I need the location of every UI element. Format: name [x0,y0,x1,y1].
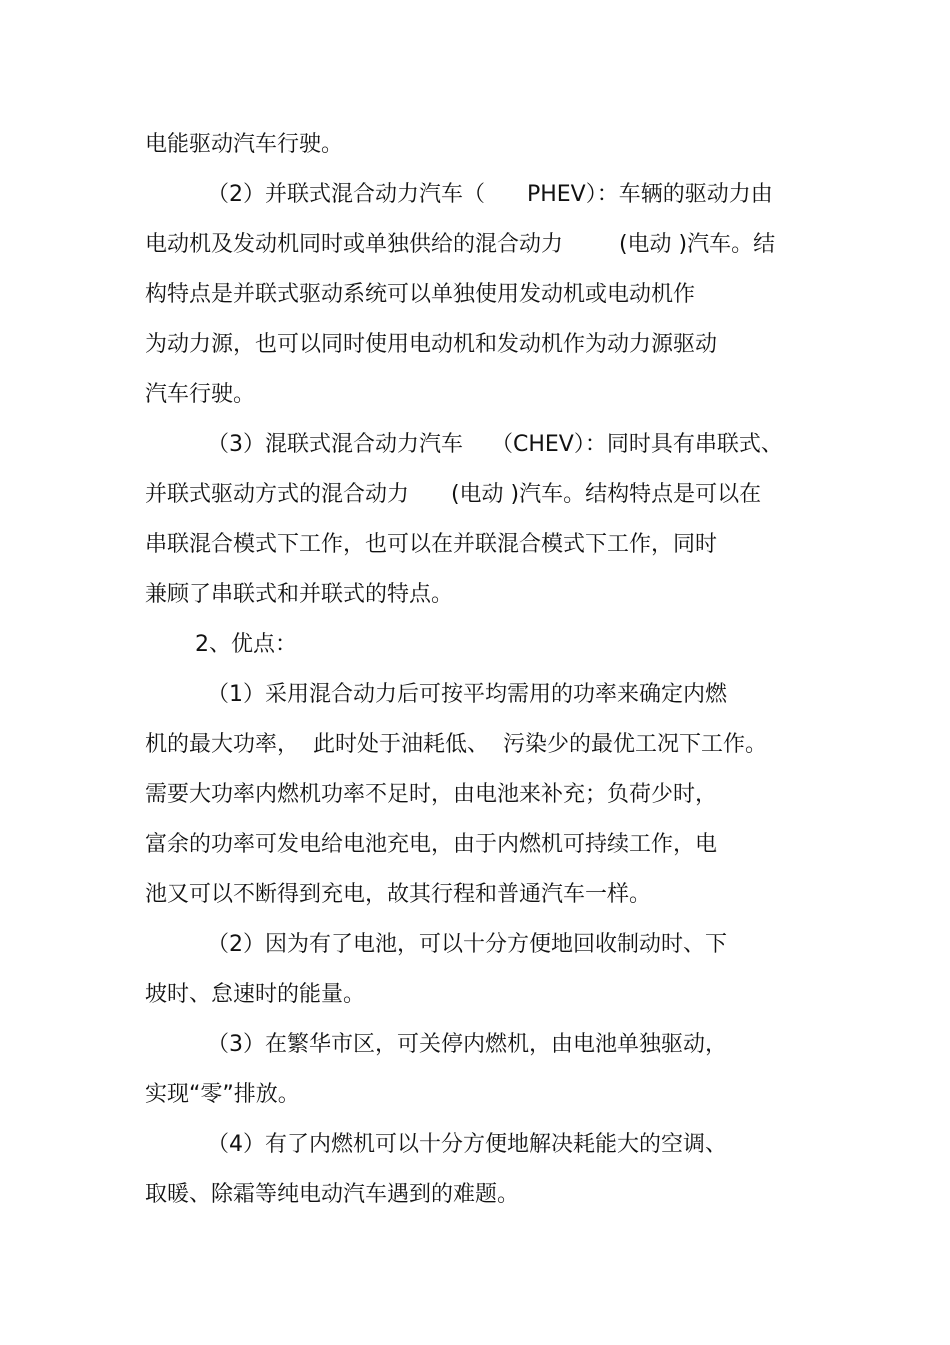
text-line-21: （4）有了内燃机可以十分方便地解决耗能大的空调、 [207,1132,727,1157]
text-line-19: （3）在繁华市区，可关停内燃机，由电池单独驱动， [207,1032,727,1057]
text-line-14: 需要大功率内燃机功率不足时，由电池来补充；负荷少时， [145,782,718,807]
text-line-16: 池又可以不断得到充电，故其行程和普通汽车一样。 [145,882,652,907]
text-line-18: 坡时、怠速时的能量。 [145,982,366,1007]
text-line-13: 机的最大功率， 此时处于油耗低、 污染少的最优工况下工作。 [145,732,767,757]
text-line-12: （1）采用混合动力后可按平均需用的功率来确定内燃 [207,682,727,707]
text-line-9: 串联混合模式下工作，也可以在并联混合模式下工作，同时 [145,532,718,557]
text-line-4: 构特点是并联式驱动系统可以单独使用发动机或电动机作 [145,282,696,307]
text-line-3: 电动机及发动机同时或单独供给的混合动力 (电动 )汽车。结 [145,232,776,257]
text-line-20: 实现“零”排放。 [145,1082,300,1107]
text-line-2: （2）并联式混合动力汽车（ PHEV）：车辆的驱动力由 [207,182,773,207]
text-line-15: 富余的功率可发电给电池充电，由于内燃机可持续工作，电 [145,832,718,857]
text-line-7: （3）混联式混合动力汽车 （CHEV）：同时具有串联式、 [207,432,783,457]
text-line-1: 电能驱动汽车行驶。 [145,132,344,157]
text-line-10: 兼顾了串联式和并联式的特点。 [145,582,454,607]
text-line-22: 取暖、除霜等纯电动汽车遇到的难题。 [145,1182,520,1207]
text-line-17: （2）因为有了电池，可以十分方便地回收制动时、下 [207,932,727,957]
text-line-6: 汽车行驶。 [145,382,256,407]
text-line-5: 为动力源，也可以同时使用电动机和发动机作为动力源驱动 [145,332,718,357]
text-line-8: 并联式驱动方式的混合动力 (电动 )汽车。结构特点是可以在 [145,482,762,507]
section-heading: 2、优点： [195,632,297,657]
